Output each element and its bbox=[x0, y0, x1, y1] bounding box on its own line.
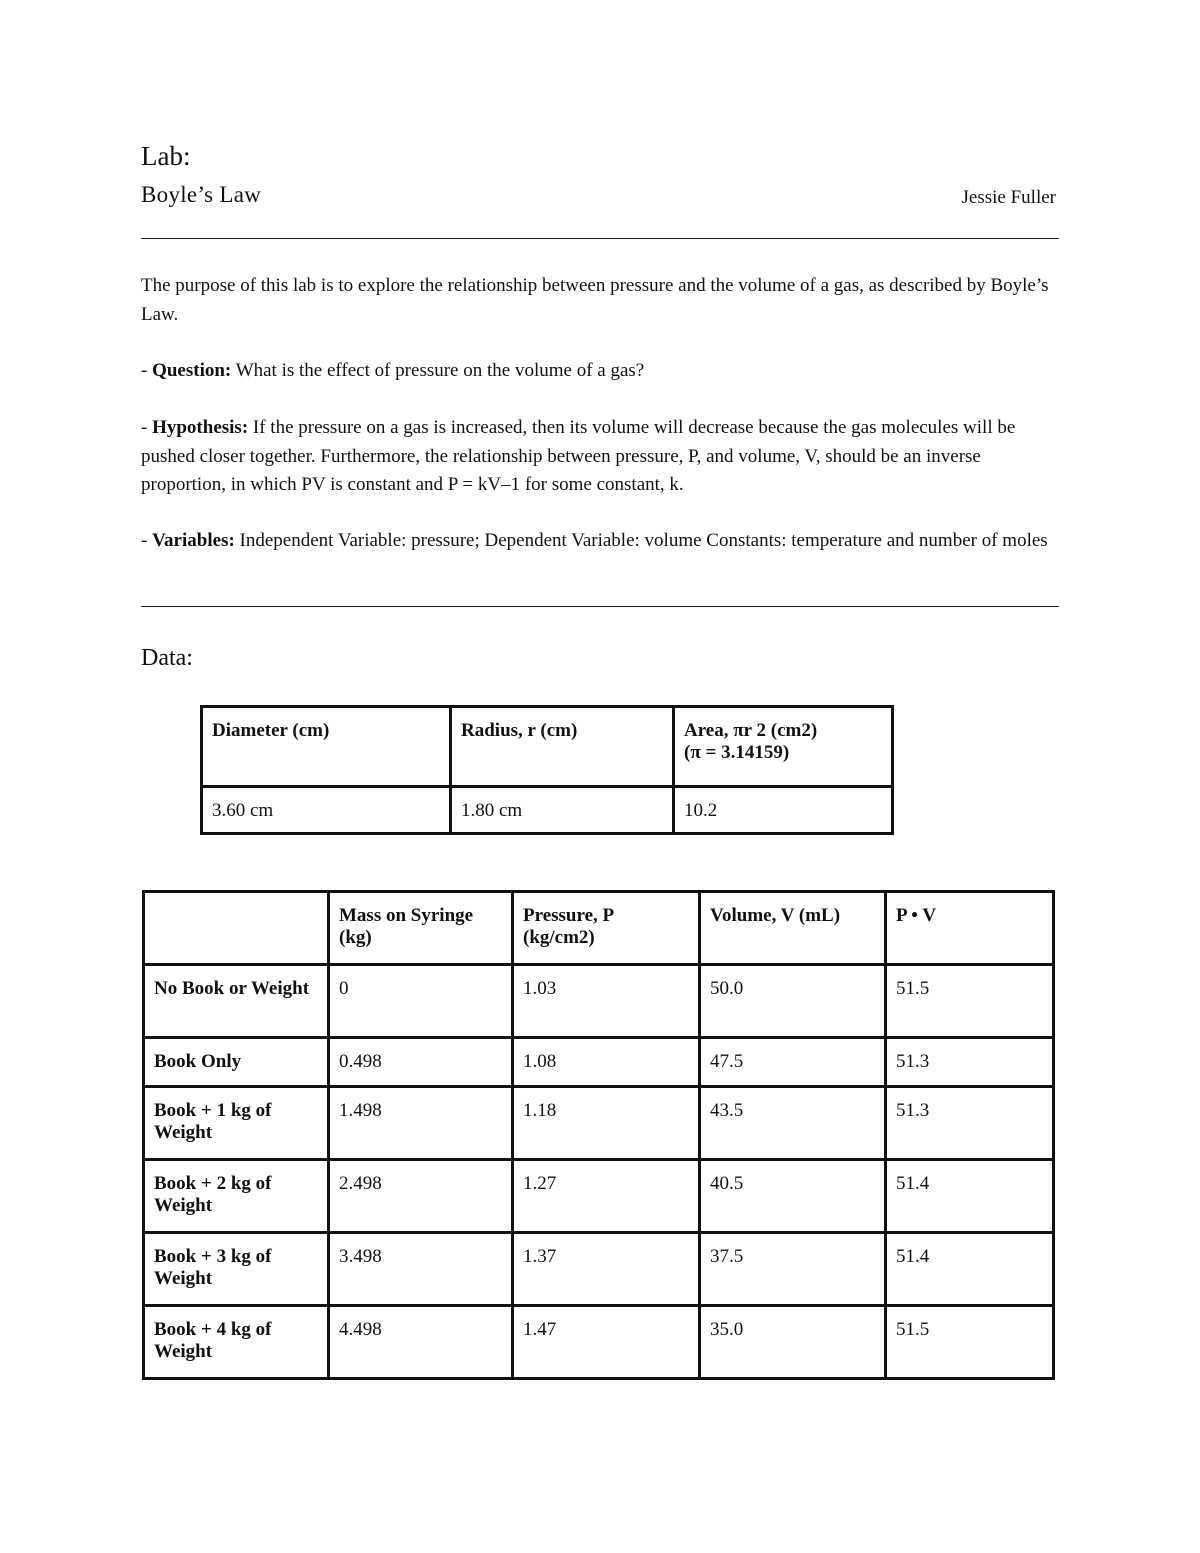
table-cell: 1.08 bbox=[513, 1038, 700, 1087]
table-cell: 1.47 bbox=[513, 1306, 700, 1379]
question-text: What is the effect of pressure on the volume of a gas? bbox=[235, 360, 645, 381]
table-row bbox=[144, 965, 1054, 1038]
table-cell: 2.498 bbox=[329, 1160, 513, 1233]
table-cell: 51.3 bbox=[886, 1087, 1054, 1160]
table-header-row bbox=[144, 892, 1054, 965]
hypothesis-text: If the pressure on a gas is increased, then its volume will decrease because the gas molecules will be pushed closer together. Furthermore, the relationship between pressure, P, and volume, V, should be an inverse proportion, in which PV is constant and P = kV–1 for some constant, k. bbox=[141, 417, 1016, 495]
syringe-dimensions-table bbox=[200, 705, 894, 835]
hypothesis-paragraph: - Hypothesis: If the pressure on a gas is increased, then its volume will decrease because the gas molecules will be pushed closer together. Furthermore, the relationship between pressure, P, and volume, V, should be an inverse proportion, in which PV is constant and P = kV–1 for some constant, k. bbox=[141, 417, 1016, 495]
row-label: Book + 2 kg of Weight bbox=[144, 1160, 329, 1233]
variables-label: Variables: bbox=[152, 530, 235, 551]
author-name: Jessie Fuller bbox=[961, 187, 1056, 208]
table-cell: 51.4 bbox=[886, 1233, 1054, 1306]
table-cell: 10.2 bbox=[674, 787, 893, 834]
table-cell: 51.3 bbox=[886, 1038, 1054, 1087]
top-divider bbox=[141, 238, 1059, 239]
table-cell: 3.498 bbox=[329, 1233, 513, 1306]
table-cell: 51.5 bbox=[886, 965, 1054, 1038]
table-cell: 51.4 bbox=[886, 1160, 1054, 1233]
lab-label: Lab: bbox=[141, 141, 191, 171]
variables-text: Independent Variable: pressure; Dependent Variable: volume Constants: temperature and number of moles bbox=[239, 530, 1048, 551]
table-cell: 40.5 bbox=[700, 1160, 886, 1233]
row-label: Book + 4 kg of Weight bbox=[144, 1306, 329, 1379]
table-row bbox=[202, 787, 893, 834]
document-title: Boyle’s Law bbox=[141, 182, 262, 207]
header-cell: P • V bbox=[886, 892, 1054, 965]
table-row bbox=[144, 1233, 1054, 1306]
table-row bbox=[144, 1038, 1054, 1087]
row-label: Book + 1 kg of Weight bbox=[144, 1087, 329, 1160]
table-cell: 37.5 bbox=[700, 1233, 886, 1306]
pi-value-note: (π = 3.14159) bbox=[684, 742, 790, 763]
table-cell: 1.27 bbox=[513, 1160, 700, 1233]
section-divider bbox=[141, 606, 1059, 607]
variables-paragraph: - Variables: Independent Variable: pressure; Dependent Variable: volume Constants: temperature and number of moles bbox=[141, 530, 1048, 551]
header-cell: Radius, r (cm) bbox=[451, 707, 674, 787]
question-label: Question: bbox=[152, 360, 232, 381]
header-cell: Pressure, P (kg/cm2) bbox=[513, 892, 700, 965]
table-cell: 4.498 bbox=[329, 1306, 513, 1379]
header-cell: Mass on Syringe (kg) bbox=[329, 892, 513, 965]
table-cell: 1.37 bbox=[513, 1233, 700, 1306]
header-cell-area bbox=[674, 707, 893, 787]
purpose-paragraph: The purpose of this lab is to explore the relationship between pressure and the volume of a gas, as described by Boyle’s Law. bbox=[141, 275, 1049, 325]
row-label: Book Only bbox=[144, 1038, 329, 1087]
table-cell: 3.60 cm bbox=[202, 787, 451, 834]
table-cell: 1.80 cm bbox=[451, 787, 674, 834]
row-label: Book + 3 kg of Weight bbox=[144, 1233, 329, 1306]
table-row bbox=[144, 1306, 1054, 1379]
hypothesis-label: Hypothesis: bbox=[152, 417, 249, 438]
row-label: No Book or Weight bbox=[144, 965, 329, 1038]
table-cell: 50.0 bbox=[700, 965, 886, 1038]
table-row bbox=[144, 1087, 1054, 1160]
table-cell: 1.03 bbox=[513, 965, 700, 1038]
pressure-volume-table bbox=[142, 890, 1055, 1380]
header-cell: Volume, V (mL) bbox=[700, 892, 886, 965]
header-cell bbox=[144, 892, 329, 965]
table-cell: 1.498 bbox=[329, 1087, 513, 1160]
table-cell: 47.5 bbox=[700, 1038, 886, 1087]
table-cell: 1.18 bbox=[513, 1087, 700, 1160]
table-cell: 0 bbox=[329, 965, 513, 1038]
table-cell: 0.498 bbox=[329, 1038, 513, 1087]
table-row bbox=[144, 1160, 1054, 1233]
question-paragraph: - Question: What is the effect of pressure on the volume of a gas? bbox=[141, 360, 645, 381]
table-cell: 43.5 bbox=[700, 1087, 886, 1160]
table-header-row bbox=[202, 707, 893, 787]
table-cell: 35.0 bbox=[700, 1306, 886, 1379]
data-heading: Data: bbox=[141, 645, 193, 671]
header-cell: Diameter (cm) bbox=[202, 707, 451, 787]
table-cell: 51.5 bbox=[886, 1306, 1054, 1379]
area-header-text: Area, πr 2 (cm2) bbox=[684, 720, 818, 741]
